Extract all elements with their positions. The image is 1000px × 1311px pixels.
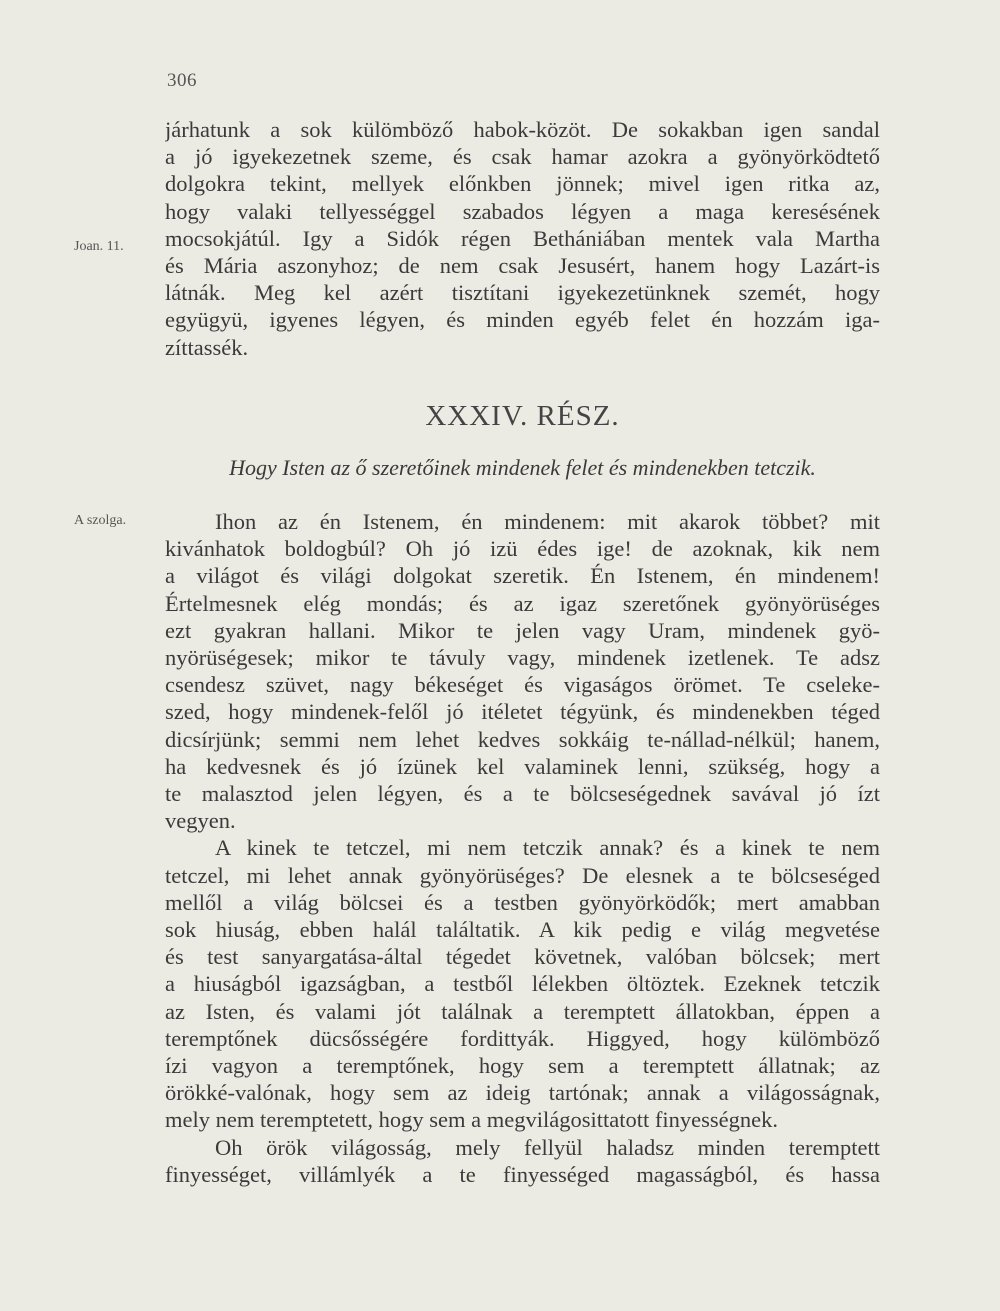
text-line: vegyen.	[165, 808, 236, 834]
text-line: hogy valaki tellyességgel szabados légyen a maga keresésének	[165, 198, 880, 224]
text-line: Oh örök világosság, mely fellyül haladsz minden teremptett	[215, 1134, 880, 1160]
text-line: nyörüségesek; mikor te távuly vagy, mindenek izetlenek. Te adsz	[165, 645, 880, 671]
margin-note-joan: Joan. 11.	[74, 239, 124, 254]
text-line: együgyü, igyenes légyen, és minden egyéb felet én hozzám iga-	[165, 307, 880, 333]
text-line: szed, hogy mindenek-felől jó itéletet tégyünk, és mindenekben téged	[165, 699, 880, 725]
text-line: a világot és világi dolgokat szeretik. Én Istenem, én mindenem!	[165, 563, 880, 589]
text-line: a jó igyekezetnek szeme, és csak hamar azokra a gyönyörködtető	[165, 144, 880, 170]
text-line: dolgokra tekint, mellyek előnkben jönnek; mivel igen ritka az,	[165, 171, 880, 197]
text-line: te malasztod jelen légyen, és a te bölcseségednek savával jó ízt	[165, 781, 880, 807]
text-line: ezt gyakran hallani. Mikor te jelen vagy Uram, mindenek gyö-	[165, 617, 880, 643]
text-line: látnák. Meg kel azért tisztítani igyekezetünknek szemét, hogy	[165, 280, 880, 306]
text-line: zíttassék.	[165, 334, 249, 360]
text-line: tetczel, mi lehet annak gyönyörüséges? De elesnek a te bölcseséged	[165, 862, 880, 888]
text-line: A kinek te tetczel, mi nem tetczik annak? és a kinek te nem	[215, 835, 880, 861]
margin-note-szolga: A szolga.	[74, 513, 127, 528]
text-line: dicsírjünk; semmi nem lehet kedves sokkáig te-nállad-nélkül; hanem,	[165, 726, 880, 752]
text-line: járhatunk a sok külömböző habok-közöt. De sokakban igen sandal	[165, 117, 880, 142]
text-line: kivánhatok boldogbúl? Oh jó izü édes ige! de azoknak, kik nem	[165, 536, 880, 562]
paragraph-1	[165, 508, 880, 1188]
text-line: sok hiuság, ebben halál találtatik. A kik pedig e világ megvetése	[165, 917, 880, 943]
text-line: a hiuságból igazságban, a testből lélekben öltöztek. Ezeknek tetczik	[165, 971, 880, 997]
text-line: csendesz szüvet, nagy békeséget és vigaságos örömet. Te cseleke-	[165, 672, 880, 698]
text-line: teremptőnek dücsősségére fordittyák. Higgyed, hogy külömböző	[165, 1025, 880, 1051]
text-line: ízi vagyon a teremptőnek, hogy sem a teremptett állatnak; az	[165, 1053, 880, 1079]
text-line: és test sanyargatása-által tégedet követnek, valóban bölcsek; mert	[165, 944, 880, 970]
chapter-subtitle: Hogy Isten az ő szeretőinek mindenek felet és mindenekben tetczik.	[229, 455, 816, 480]
page-number: 306	[167, 70, 197, 91]
text-line: Ihon az én Istenem, én mindenem: mit akarok többet? mit	[215, 509, 880, 534]
text-line: és Mária aszonyhoz; de nem csak Jesusért, hanem hogy Lazárt-is	[165, 253, 880, 279]
text-line: mocsokjátúl. Igy a Sidók régen Bethániában mentek vala Martha	[165, 225, 880, 251]
text-line: finyességet, villámlyék a te finyességed magasságból, és hassa	[165, 1161, 880, 1187]
text-line: ha kedvesnek és jó ízünek kel valaminek lenni, szükség, hogy a	[165, 753, 880, 779]
text-line: az Isten, és valami jót találnak a teremptett állatokban, éppen a	[165, 998, 880, 1024]
text-line: mely nem teremptetett, hogy sem a megvilágosittatott finyességnek.	[165, 1107, 778, 1133]
chapter-title: XXXIV. RÉSZ.	[425, 400, 620, 432]
text-line: Értelmesnek elég mondás; és az igaz szeretőnek gyönyörüséges	[165, 590, 880, 616]
top-paragraph	[165, 116, 880, 361]
text-line: örökké-valónak, hogy sem az ideig tartónak; annak a világosságnak,	[165, 1080, 880, 1106]
text-line: mellől a világ bölcsei és a testben gyönyörködők; mert amabban	[165, 889, 880, 915]
